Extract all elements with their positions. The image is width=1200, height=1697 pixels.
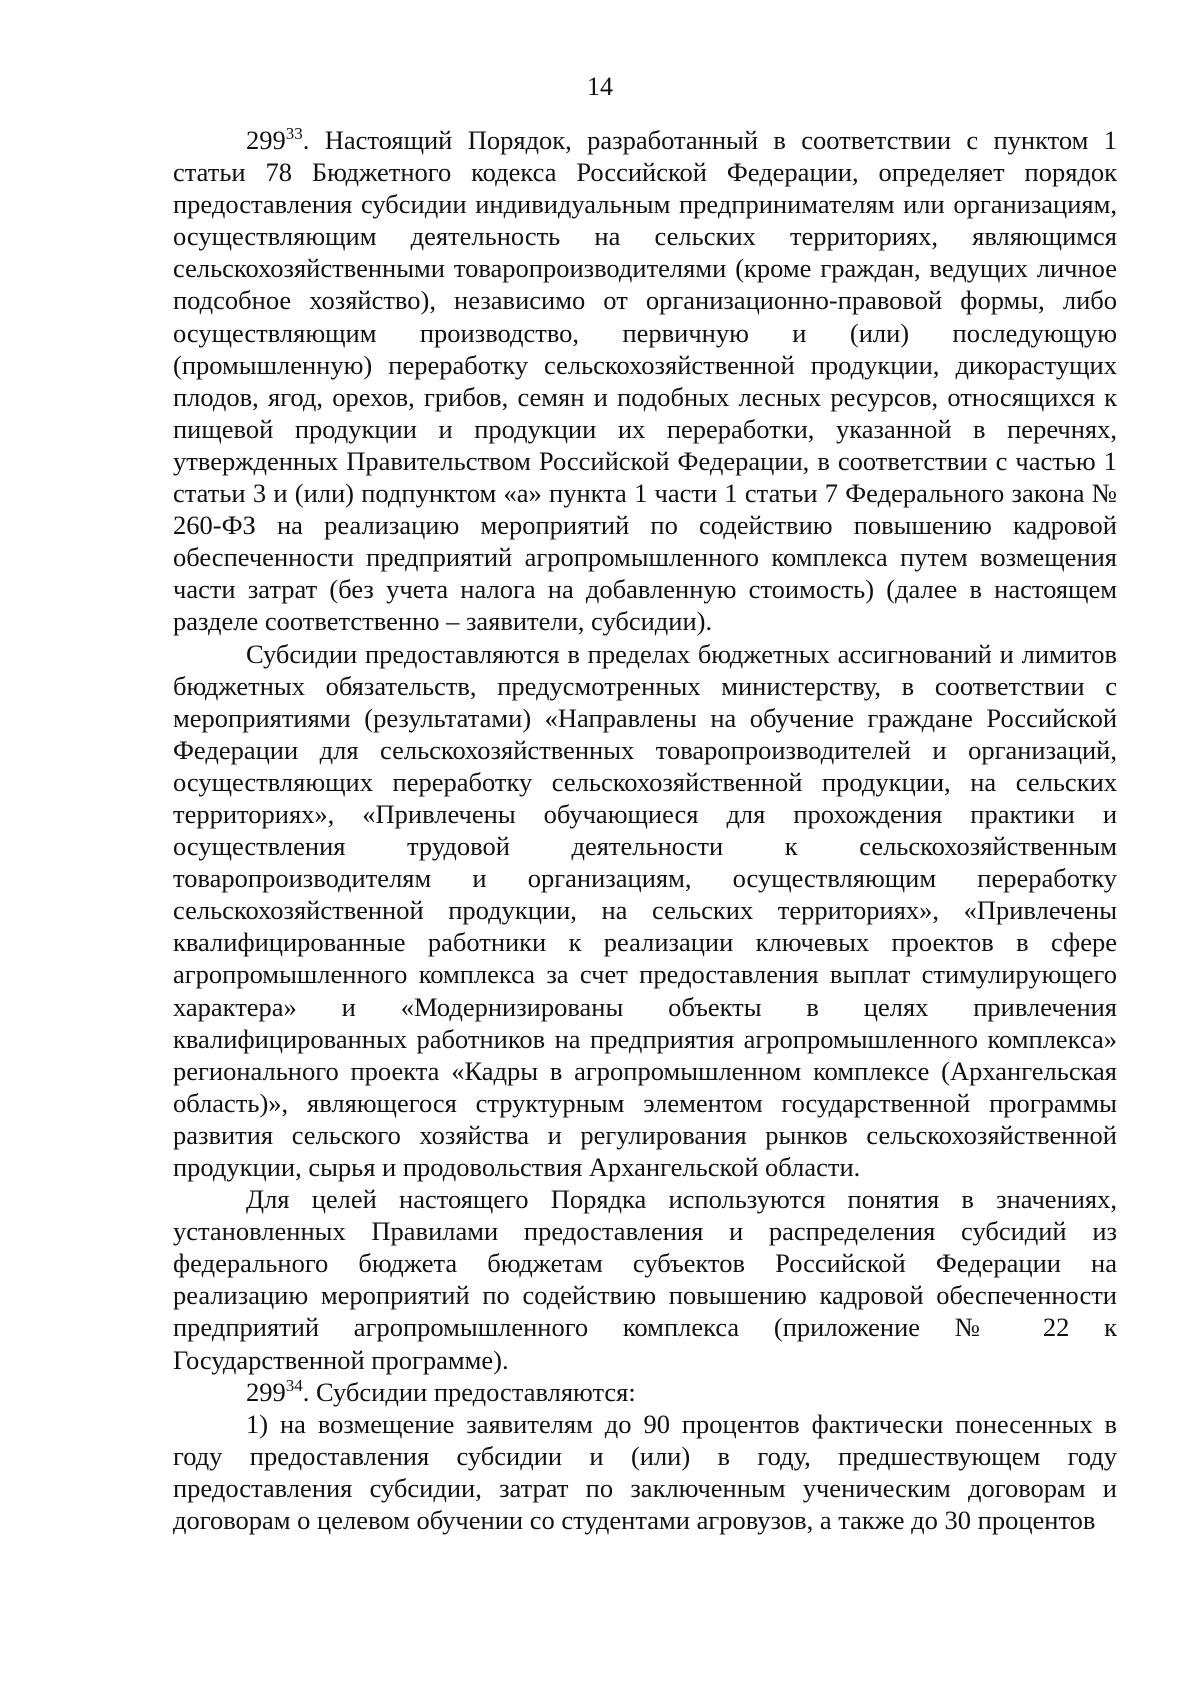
page-number: 14 <box>587 72 613 101</box>
clause-number: 299 <box>246 125 286 155</box>
paragraph-subsidy-limits <box>173 638 1117 1184</box>
paragraph-item-1 <box>173 1408 1117 1536</box>
paragraph-definitions <box>173 1183 1117 1376</box>
document-body <box>173 124 1117 1536</box>
paragraph-299-34 <box>173 1376 1117 1408</box>
paragraph-299-33 <box>173 124 1117 638</box>
paragraph-text: 1) на возмещение заявителям до 90 процентов фактически понесенных в году предоставления субсидии и (или) в году, предшествующем году предоставления субсидии, затрат по заключенным ученическим договорам и договорам о целевом обучении со студентами агровузов, а также до 30 процентов <box>173 1408 1117 1536</box>
paragraph-text: Субсидии предоставляются в пределах бюджетных ассигнований и лимитов бюджетных обязательств, предусмотренных министерству, в соответствии с мероприятиями (результатами) «Направлены на обучение граждане Российской Федерации для сельскохозяйственных товаропроизводителей и организаций, осуществляющих переработку сельскохозяйственной продукции, на сельских территориях», «Привлечены обучающиеся для прохождения практики и осуществления трудовой деятельности к сельскохозяйственным товаропроизводителям и организациям, осуществляющим переработку сельскохозяйственной продукции, на сельских территориях», «Привлечены квалифицированные работники к реализации ключевых проектов в сфере агропромышленного комплекса за счет предоставления выплат стимулирующего характера» и «Модернизированы объекты в целях привлечения квалифицированных работников на предприятия агропромышленного комплекса» регионального проекта «Кадры в агропромышленном комплексе (Архангельская область)», являющегося структурным элементом государственной программы развития сельского хозяйства и регулирования рынков сельскохозяйственной продукции, сырья и продовольствия Архангельской области. <box>173 638 1117 1182</box>
paragraph-text: . Субсидии предоставляются: <box>302 1376 636 1407</box>
clause-superscript: 34 <box>285 1375 303 1395</box>
clause-superscript: 33 <box>285 124 303 144</box>
paragraph-text: Для целей настоящего Порядка используются понятия в значениях, установленных Правилами предоставления и распределения субсидий из федерального бюджета бюджетам субъектов Российской Федерации на реализацию мероприятий по содействию повышению кадровой обеспеченности предприятий агропромышленного комплекса (приложение № 22 к Государственной программе). <box>173 1184 1117 1375</box>
paragraph-text: . Настоящий Порядок, разработанный в соответствии с пунктом 1 статьи 78 Бюджетного кодекса Российской Федерации, определяет порядок предоставления субсидии индивидуальным предпринимателям или организациям, осуществляющим деятельность на сельских территориях, являющимся сельскохозяйственными товаропроизводителями (кроме граждан, ведущих личное подсобное хозяйство), независимо от организационно-правовой формы, либо осуществляющим производство, первичную и (или) последующую (промышленную) переработку сельскохозяйственной продукции, дикорастущих плодов, ягод, орехов, грибов, семян и подобных лесных ресурсов, относящихся к пищевой продукции и продукции их переработки, указанной в перечнях, утвержденных Правительством Российской Федерации, в соответствии с частью 1 статьи 3 и (или) подпунктом «а» пункта 1 части 1 статьи 7 Федерального закона № 260-ФЗ на реализацию мероприятий по содействию повышению кадровой обеспеченности предприятий агропромышленного комплекса путем возмещения части затрат (без учета налога на добавленную стоимость) (далее в настоящем разделе соответственно – заявители, субсидии). <box>173 125 1117 637</box>
clause-number: 299 <box>246 1376 286 1407</box>
